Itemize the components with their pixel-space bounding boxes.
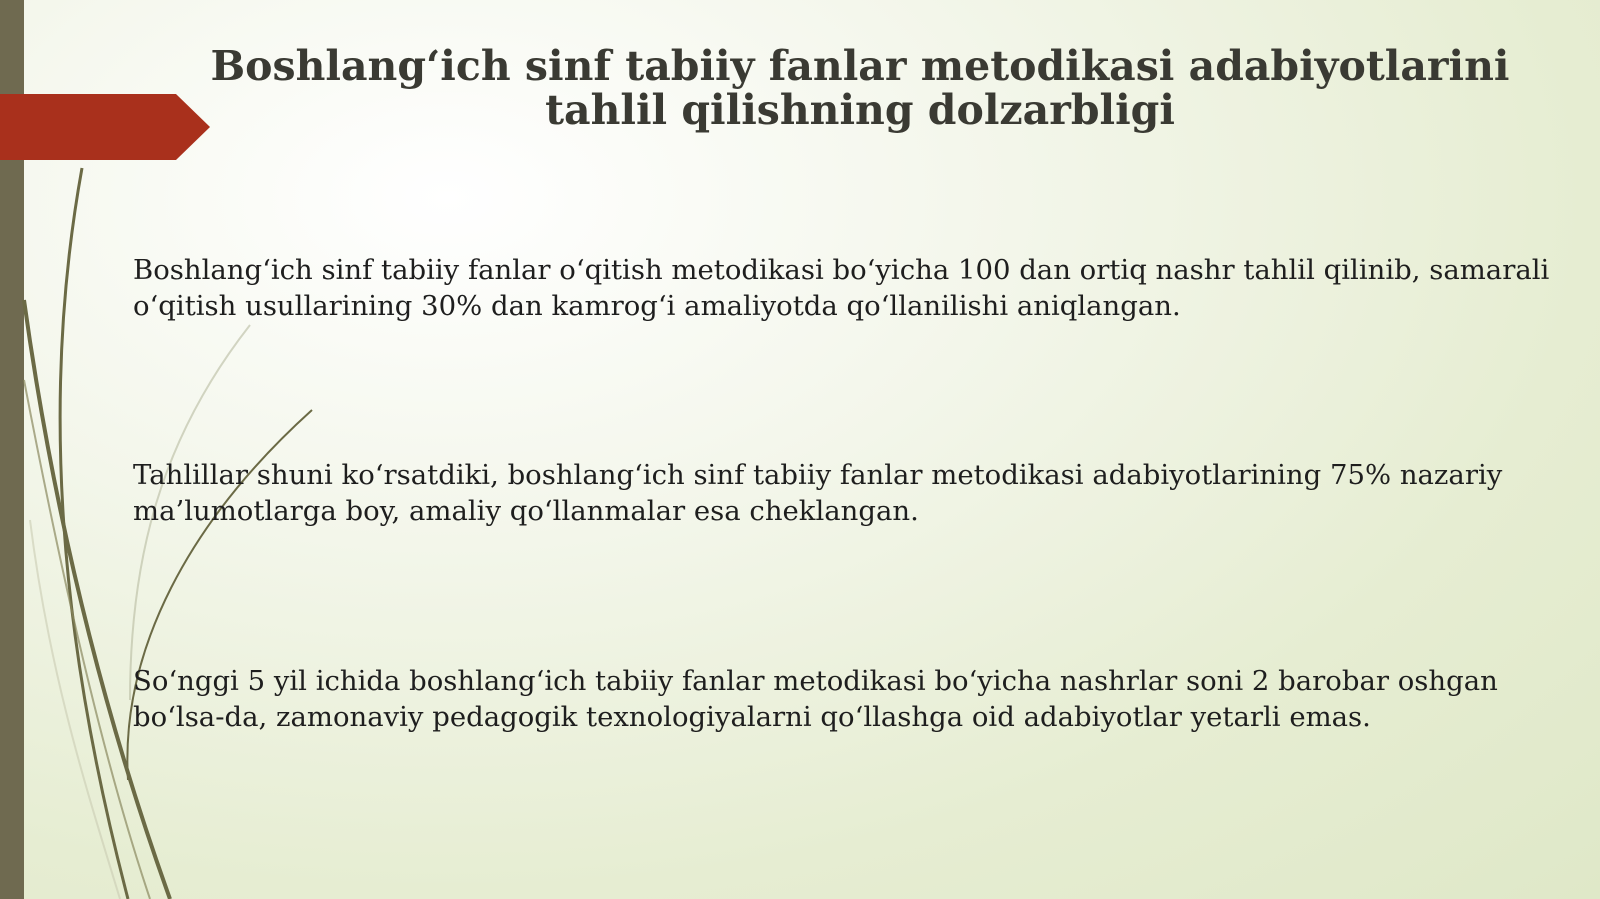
slide-title: Boshlang‘ich sinf tabiiy fanlar metodikasi adabiyotlarini tahlil qilishning dolzarbligi — [210, 42, 1510, 134]
paragraph-3: So‘nggi 5 yil ichida boshlang‘ich tabiiy fanlar metodikasi bo‘yicha nashrlar soni 2 barobar oshgan bo‘lsa-da, zamonaviy pedagogik texnologiyalarni qo‘llashga oid adabiyotlar yetarli emas. — [133, 665, 1498, 733]
paragraph-1: Boshlang‘ich sinf tabiiy fanlar o‘qitish metodikasi bo‘yicha 100 dan ortiq nashr tahlil qilinib, samarali o‘qitish usullarining 30% dan kamrog‘i amaliyotda qo‘llanilishi aniqlangan. — [133, 254, 1550, 322]
paragraph-2: Tahlillar shuni ko‘rsatdiki, boshlang‘ich sinf tabiiy fanlar metodikasi adabiyotlarining 75% nazariy ma’lumotlarga boy, amaliy qo‘llanmalar esa cheklangan. — [133, 459, 1503, 527]
